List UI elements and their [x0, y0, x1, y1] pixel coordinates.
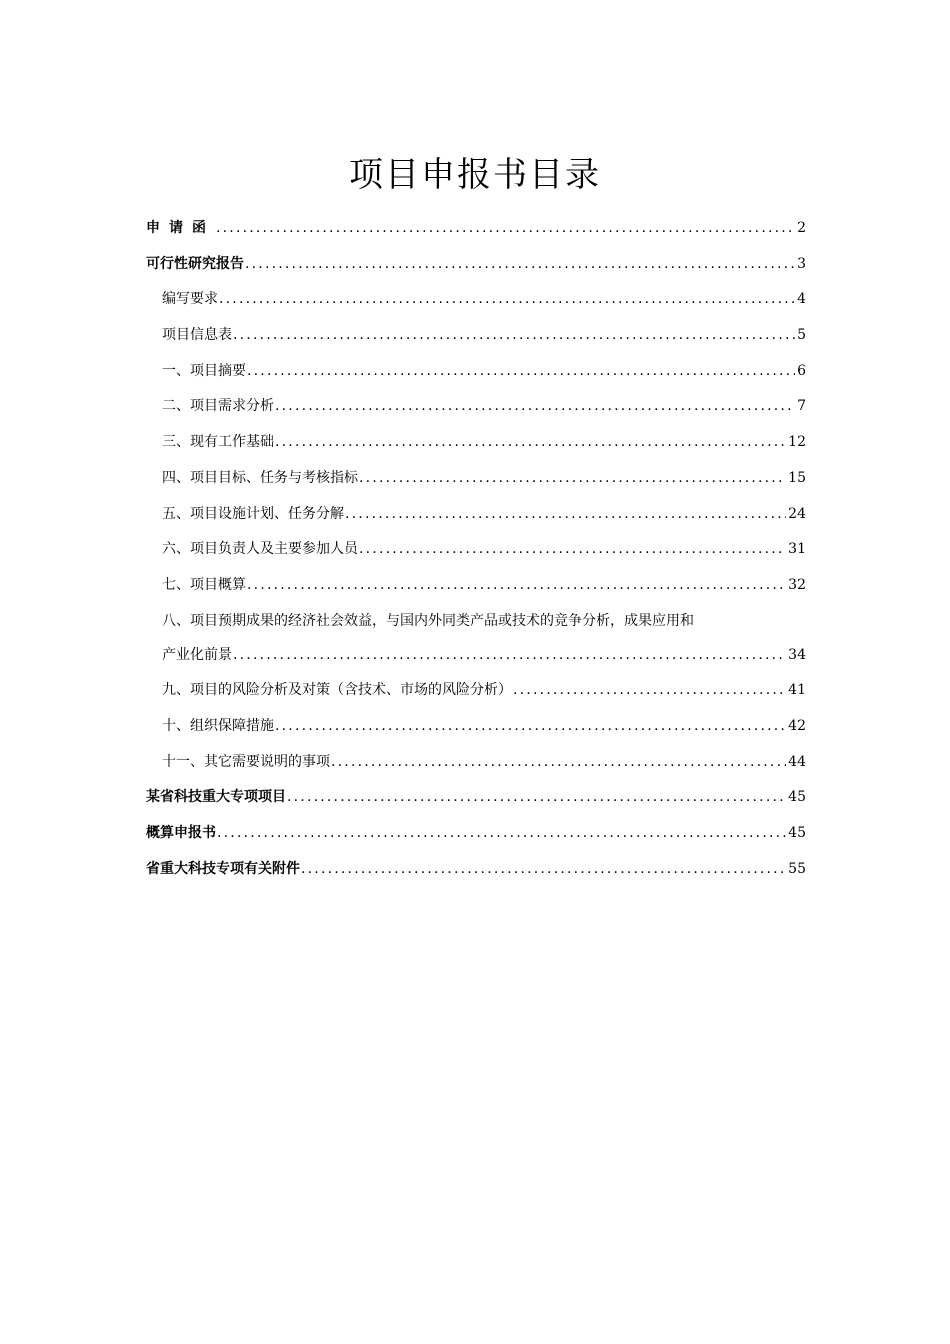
toc-entry-label: 三、现有工作基础 [162, 434, 274, 451]
toc-page-number: 3 [797, 255, 806, 272]
toc-leader-dots [512, 680, 786, 700]
toc-page-number: 5 [797, 327, 806, 344]
toc-entry-label: 编写要求 [162, 291, 218, 308]
toc-entry-continuation [162, 645, 806, 665]
toc-entry-feasibility-report[interactable] [146, 254, 806, 274]
toc-entry-personnel[interactable] [146, 539, 806, 559]
toc-entry-project-summary[interactable] [146, 361, 806, 381]
toc-page-number: 7 [797, 398, 806, 415]
toc-entry-label: 省重大科技专项有关附件 [146, 860, 300, 877]
toc-page-number: 12 [788, 434, 806, 451]
toc-entry-label: 六、项目负责人及主要参加人员 [162, 541, 358, 558]
toc-page-number: 34 [788, 646, 806, 663]
toc-leader-dots [274, 432, 786, 452]
table-of-contents [146, 218, 806, 894]
toc-entry-label: 九、项目的风险分析及对策（含技术、市场的风险分析） [162, 682, 512, 699]
toc-entry-major-project[interactable] [146, 787, 806, 807]
toc-page-number: 42 [788, 717, 806, 734]
toc-entry-label: 概算申报书 [146, 825, 216, 841]
toc-leader-dots [246, 575, 786, 595]
toc-entry-label: 项目信息表 [162, 327, 232, 344]
toc-leader-dots [344, 504, 786, 524]
toc-page-number: 6 [797, 362, 806, 379]
toc-entry-project-info-table[interactable] [146, 325, 806, 345]
toc-entry-label: 八、项目预期成果的经济社会效益，与国内外同类产品或技术的竞争分析，成果应用和 [162, 612, 694, 629]
toc-entry-budget-application[interactable] [146, 823, 806, 843]
toc-leader-dots [274, 716, 786, 736]
toc-entry-label: 二、项目需求分析 [162, 398, 274, 415]
toc-entry-label: 某省科技重大专项项目 [146, 789, 286, 806]
page-title: 项目申报书目录 [349, 154, 601, 195]
toc-leader-dots [232, 325, 795, 345]
toc-leader-dots [286, 787, 786, 807]
toc-entry-label: 四、项目目标、任务与考核指标 [162, 469, 358, 486]
toc-leader-dots [215, 218, 795, 238]
toc-entry-attachments[interactable] [146, 859, 806, 879]
toc-page-number: 45 [788, 825, 806, 841]
toc-page-number: 4 [797, 291, 806, 308]
toc-page-number: 24 [788, 505, 806, 522]
toc-page-number: 44 [788, 753, 806, 770]
toc-entry-expected-outcomes[interactable] [146, 611, 806, 665]
toc-leader-dots [358, 539, 786, 559]
toc-entry-other-matters[interactable] [146, 752, 806, 772]
toc-entry-risk-analysis[interactable] [146, 680, 806, 700]
toc-entry-label: 十一、其它需要说明的事项 [162, 753, 330, 770]
toc-entry-label: 产业化前景 [162, 646, 232, 663]
toc-leader-dots [274, 396, 795, 416]
toc-entry-objectives[interactable] [146, 468, 806, 488]
toc-entry-writing-requirements[interactable] [146, 289, 806, 309]
toc-entry-needs-analysis[interactable] [146, 396, 806, 416]
toc-leader-dots [330, 752, 786, 772]
toc-leader-dots [244, 254, 795, 274]
toc-entry-label: 十、组织保障措施 [162, 717, 274, 734]
toc-entry-budget[interactable] [146, 575, 806, 595]
toc-page-number: 15 [788, 469, 806, 486]
toc-page-number: 41 [788, 682, 806, 699]
toc-entry-label: 一、项目摘要 [162, 362, 246, 379]
toc-entry-application-letter[interactable] [146, 218, 806, 238]
toc-leader-dots [216, 823, 786, 843]
toc-leader-dots [218, 289, 795, 309]
toc-leader-dots [358, 468, 786, 488]
toc-page-number: 32 [788, 576, 806, 593]
toc-page-number: 31 [788, 541, 806, 558]
toc-entry-label: 七、项目概算 [162, 576, 246, 593]
toc-leader-dots [232, 645, 786, 665]
toc-entry-label: 申请函 [146, 220, 215, 236]
toc-leader-dots [300, 859, 786, 879]
toc-entry-label: 五、项目设施计划、任务分解 [162, 505, 344, 522]
toc-page-number: 2 [797, 220, 806, 236]
toc-entry-implementation-plan[interactable] [146, 504, 806, 524]
toc-leader-dots [246, 361, 795, 381]
toc-entry-label: 可行性研究报告 [146, 255, 244, 272]
toc-page-number: 45 [788, 789, 806, 806]
toc-entry-existing-work[interactable] [146, 432, 806, 452]
toc-entry-organizational-measures[interactable] [146, 716, 806, 736]
toc-page-number: 55 [788, 860, 806, 877]
